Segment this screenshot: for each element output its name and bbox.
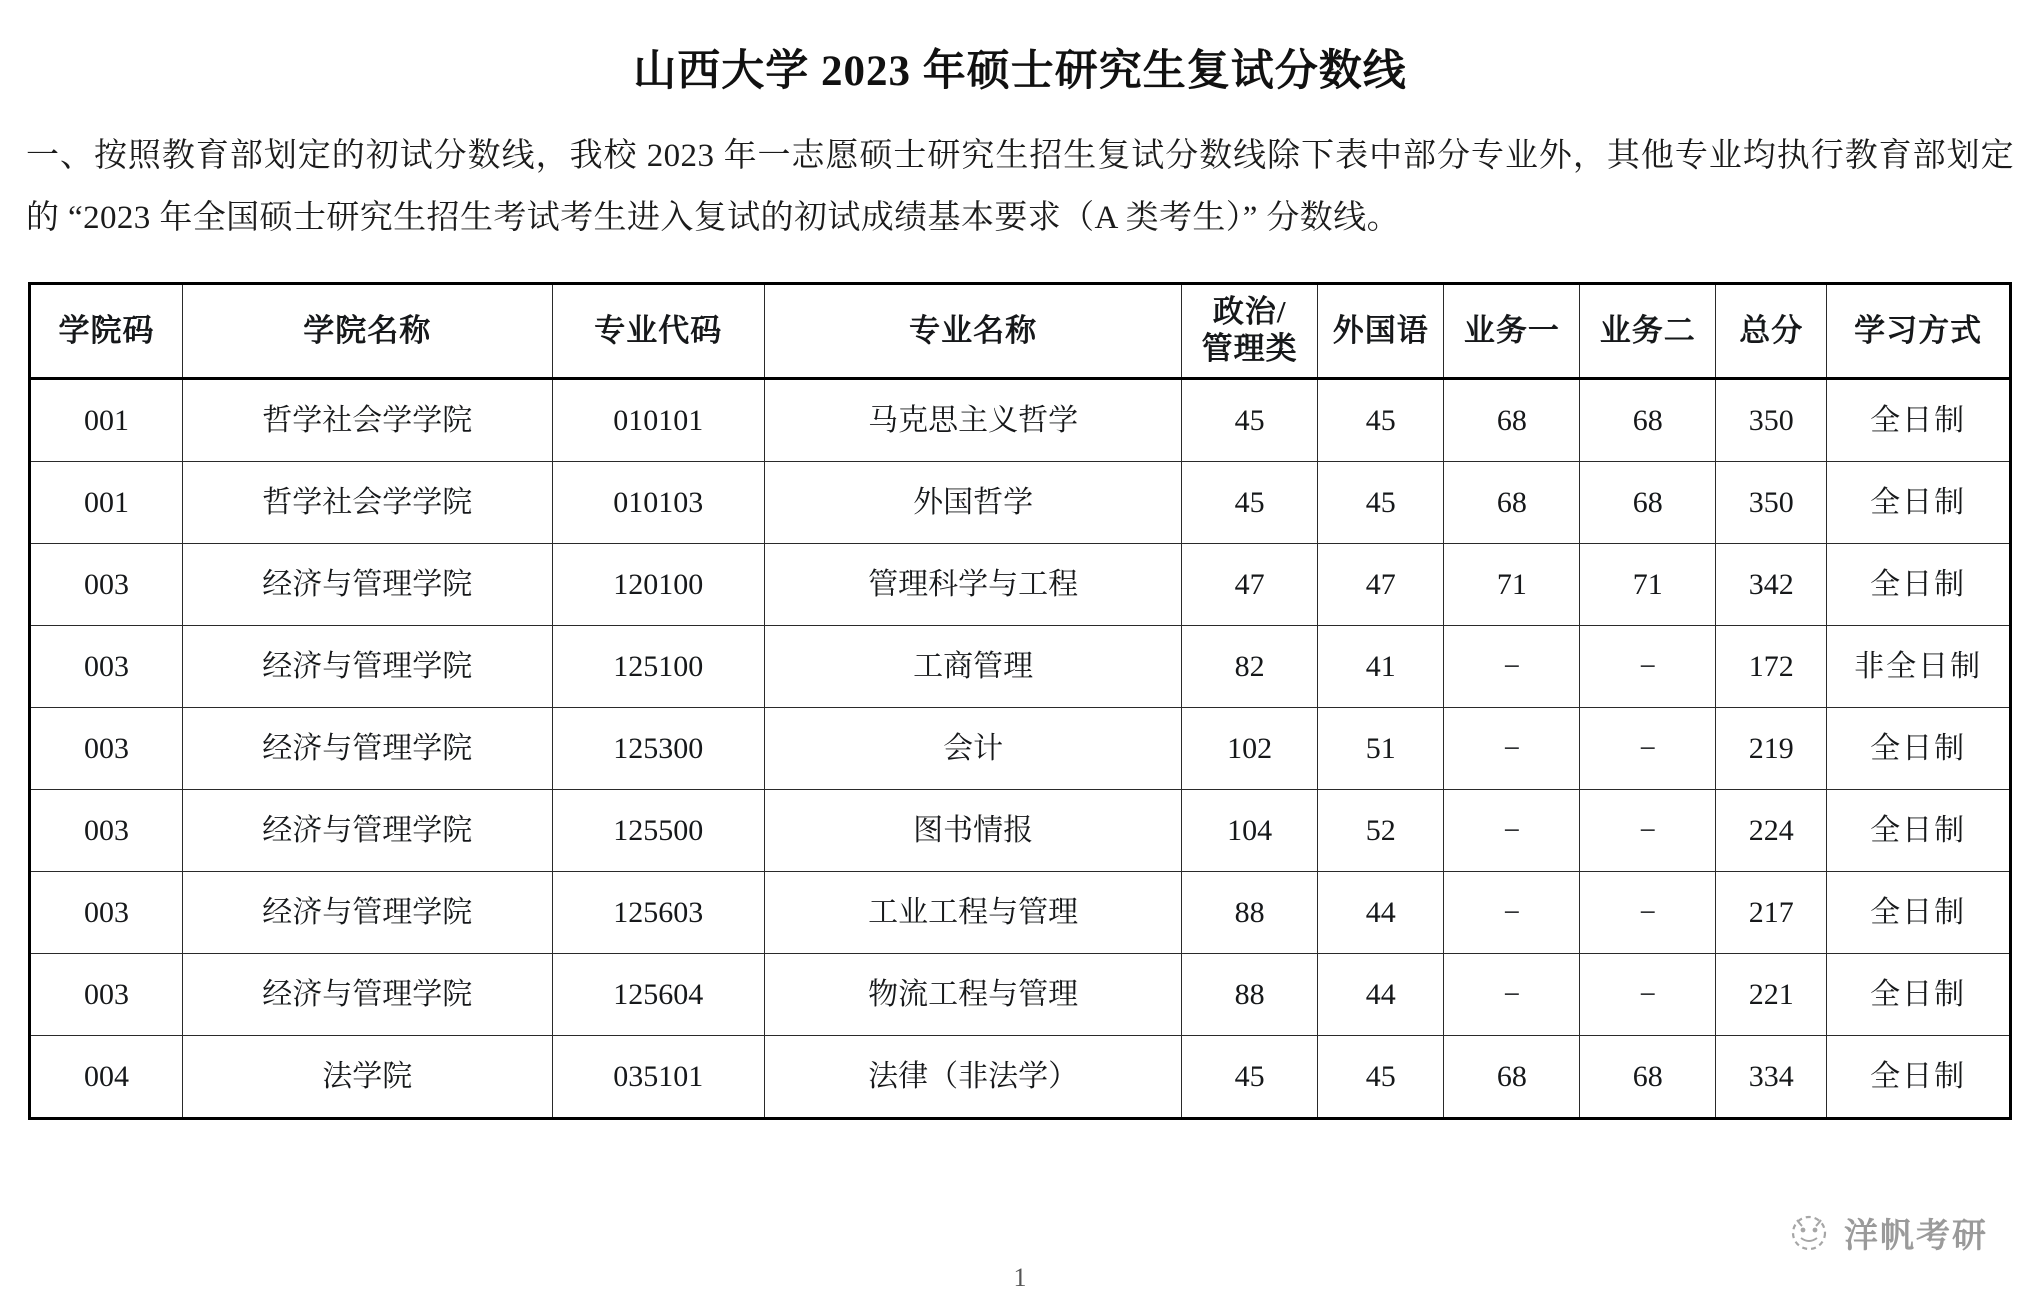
cell-foreign-language: 44 (1318, 954, 1444, 1036)
table-header (30, 284, 2011, 379)
cell-study-mode: 全日制 (1827, 872, 2011, 954)
cell-study-mode: 全日制 (1827, 954, 2011, 1036)
cell-foreign-language: 47 (1318, 544, 1444, 626)
cell-school-name: 经济与管理学院 (183, 544, 552, 626)
cell-major-name: 管理科学与工程 (764, 544, 1181, 626)
table-row (30, 954, 2011, 1036)
table-row (30, 462, 2011, 544)
page-title: 山西大学 2023 年硕士研究生复试分数线 (633, 47, 1407, 95)
cell-business-one: − (1444, 708, 1580, 790)
cell-major-name: 图书情报 (764, 790, 1181, 872)
header-major-name: 专业名称 (764, 284, 1181, 379)
cell-foreign-language: 52 (1318, 790, 1444, 872)
cell-major-code: 120100 (552, 544, 764, 626)
cell-politics: 88 (1182, 954, 1318, 1036)
cell-business-two: 68 (1580, 379, 1716, 462)
cell-business-one: 68 (1444, 462, 1580, 544)
cell-school-code: 004 (30, 1036, 183, 1119)
cell-school-code: 003 (30, 626, 183, 708)
cell-major-code: 125603 (552, 872, 764, 954)
cell-business-one: 71 (1444, 544, 1580, 626)
cell-politics: 104 (1182, 790, 1318, 872)
intro-paragraph-text: 一、按照教育部划定的初试分数线，我校 2023 年一志愿硕士研究生招生复试分数线除下表中部分专业外，其他专业均执行教育部划定的 “2023 年全国硕士研究生招生考试考生进入复试的初试成绩基本要求（A 类考生）” 分数线。 (26, 138, 2014, 237)
header-school-name: 学院名称 (183, 284, 552, 379)
cell-major-name: 工商管理 (764, 626, 1181, 708)
cell-business-one: 68 (1444, 379, 1580, 462)
cell-business-two: 68 (1580, 1036, 1716, 1119)
cell-school-name: 经济与管理学院 (183, 872, 552, 954)
page-number: 1 (1013, 1262, 1027, 1292)
cell-school-name: 哲学社会学学院 (183, 462, 552, 544)
cell-politics: 47 (1182, 544, 1318, 626)
cell-school-name: 法学院 (183, 1036, 552, 1119)
cell-foreign-language: 45 (1318, 379, 1444, 462)
watermark (1786, 1208, 1988, 1257)
cell-study-mode: 全日制 (1827, 708, 2011, 790)
header-total: 总分 (1716, 284, 1827, 379)
cell-business-two: − (1580, 790, 1716, 872)
cell-school-code: 003 (30, 544, 183, 626)
cell-total: 350 (1716, 379, 1827, 462)
score-table-container (26, 282, 2014, 1120)
header-politics-line1: 政治/ (1212, 294, 1287, 330)
cell-school-code: 003 (30, 790, 183, 872)
cell-total: 350 (1716, 462, 1827, 544)
cell-total: 224 (1716, 790, 1827, 872)
header-politics-line2: 管理类 (1201, 331, 1298, 367)
cell-politics: 45 (1182, 379, 1318, 462)
cell-major-code: 010103 (552, 462, 764, 544)
header-study-mode: 学习方式 (1827, 284, 2011, 379)
cell-politics: 102 (1182, 708, 1318, 790)
cell-total: 217 (1716, 872, 1827, 954)
cell-school-code: 001 (30, 462, 183, 544)
cell-school-name: 经济与管理学院 (183, 954, 552, 1036)
cell-foreign-language: 44 (1318, 872, 1444, 954)
cell-study-mode: 全日制 (1827, 544, 2011, 626)
cell-major-code: 125604 (552, 954, 764, 1036)
header-school-code: 学院码 (30, 284, 183, 379)
cell-business-two: 68 (1580, 462, 1716, 544)
cell-total: 342 (1716, 544, 1827, 626)
cell-school-code: 001 (30, 379, 183, 462)
table-row (30, 708, 2011, 790)
cell-total: 221 (1716, 954, 1827, 1036)
cell-major-name: 法律（非法学） (764, 1036, 1181, 1119)
table-row (30, 379, 2011, 462)
cell-total: 334 (1716, 1036, 1827, 1119)
cell-school-name: 经济与管理学院 (183, 626, 552, 708)
cell-business-one: − (1444, 790, 1580, 872)
cell-business-one: − (1444, 872, 1580, 954)
table-row (30, 544, 2011, 626)
cell-politics: 88 (1182, 872, 1318, 954)
cell-study-mode: 全日制 (1827, 462, 2011, 544)
cell-school-code: 003 (30, 954, 183, 1036)
cell-study-mode: 全日制 (1827, 379, 2011, 462)
cell-major-name: 工业工程与管理 (764, 872, 1181, 954)
cell-school-name: 经济与管理学院 (183, 790, 552, 872)
cell-major-code: 125300 (552, 708, 764, 790)
cell-politics: 45 (1182, 1036, 1318, 1119)
cell-major-code: 125500 (552, 790, 764, 872)
document-page (0, 29, 2040, 1309)
header-business-one: 业务一 (1444, 284, 1580, 379)
cell-major-name: 物流工程与管理 (764, 954, 1181, 1036)
cell-major-name: 会计 (764, 708, 1181, 790)
table-header-row (30, 284, 2011, 379)
cell-business-two: − (1580, 626, 1716, 708)
cell-politics: 45 (1182, 462, 1318, 544)
cell-study-mode: 全日制 (1827, 1036, 2011, 1119)
cell-total: 172 (1716, 626, 1827, 708)
header-foreign-language: 外国语 (1318, 284, 1444, 379)
cell-school-code: 003 (30, 708, 183, 790)
cell-business-one: 68 (1444, 1036, 1580, 1119)
cell-business-two: − (1580, 872, 1716, 954)
table-row (30, 790, 2011, 872)
circle-mascot-icon (1786, 1209, 1832, 1255)
intro-paragraph (26, 125, 2014, 249)
cell-study-mode: 非全日制 (1827, 626, 2011, 708)
cell-business-one: − (1444, 626, 1580, 708)
cell-foreign-language: 45 (1318, 462, 1444, 544)
cell-major-code: 125100 (552, 626, 764, 708)
cell-politics: 82 (1182, 626, 1318, 708)
cell-study-mode: 全日制 (1827, 790, 2011, 872)
cell-total: 219 (1716, 708, 1827, 790)
table-row (30, 626, 2011, 708)
table-row (30, 1036, 2011, 1119)
watermark-text: 洋帆考研 (1844, 1217, 1988, 1255)
cell-business-two: 71 (1580, 544, 1716, 626)
cell-foreign-language: 45 (1318, 1036, 1444, 1119)
cell-school-code: 003 (30, 872, 183, 954)
cell-major-name: 外国哲学 (764, 462, 1181, 544)
header-business-two: 业务二 (1580, 284, 1716, 379)
cell-school-name: 经济与管理学院 (183, 708, 552, 790)
admission-score-table (28, 282, 2012, 1120)
header-politics (1182, 284, 1318, 379)
cell-school-name: 哲学社会学学院 (183, 379, 552, 462)
cell-foreign-language: 41 (1318, 626, 1444, 708)
table-row (30, 872, 2011, 954)
cell-business-two: − (1580, 954, 1716, 1036)
cell-major-code: 010101 (552, 379, 764, 462)
cell-business-one: − (1444, 954, 1580, 1036)
cell-business-two: − (1580, 708, 1716, 790)
cell-foreign-language: 51 (1318, 708, 1444, 790)
header-major-code: 专业代码 (552, 284, 764, 379)
cell-major-code: 035101 (552, 1036, 764, 1119)
table-body (30, 379, 2011, 1119)
cell-major-name: 马克思主义哲学 (764, 379, 1181, 462)
